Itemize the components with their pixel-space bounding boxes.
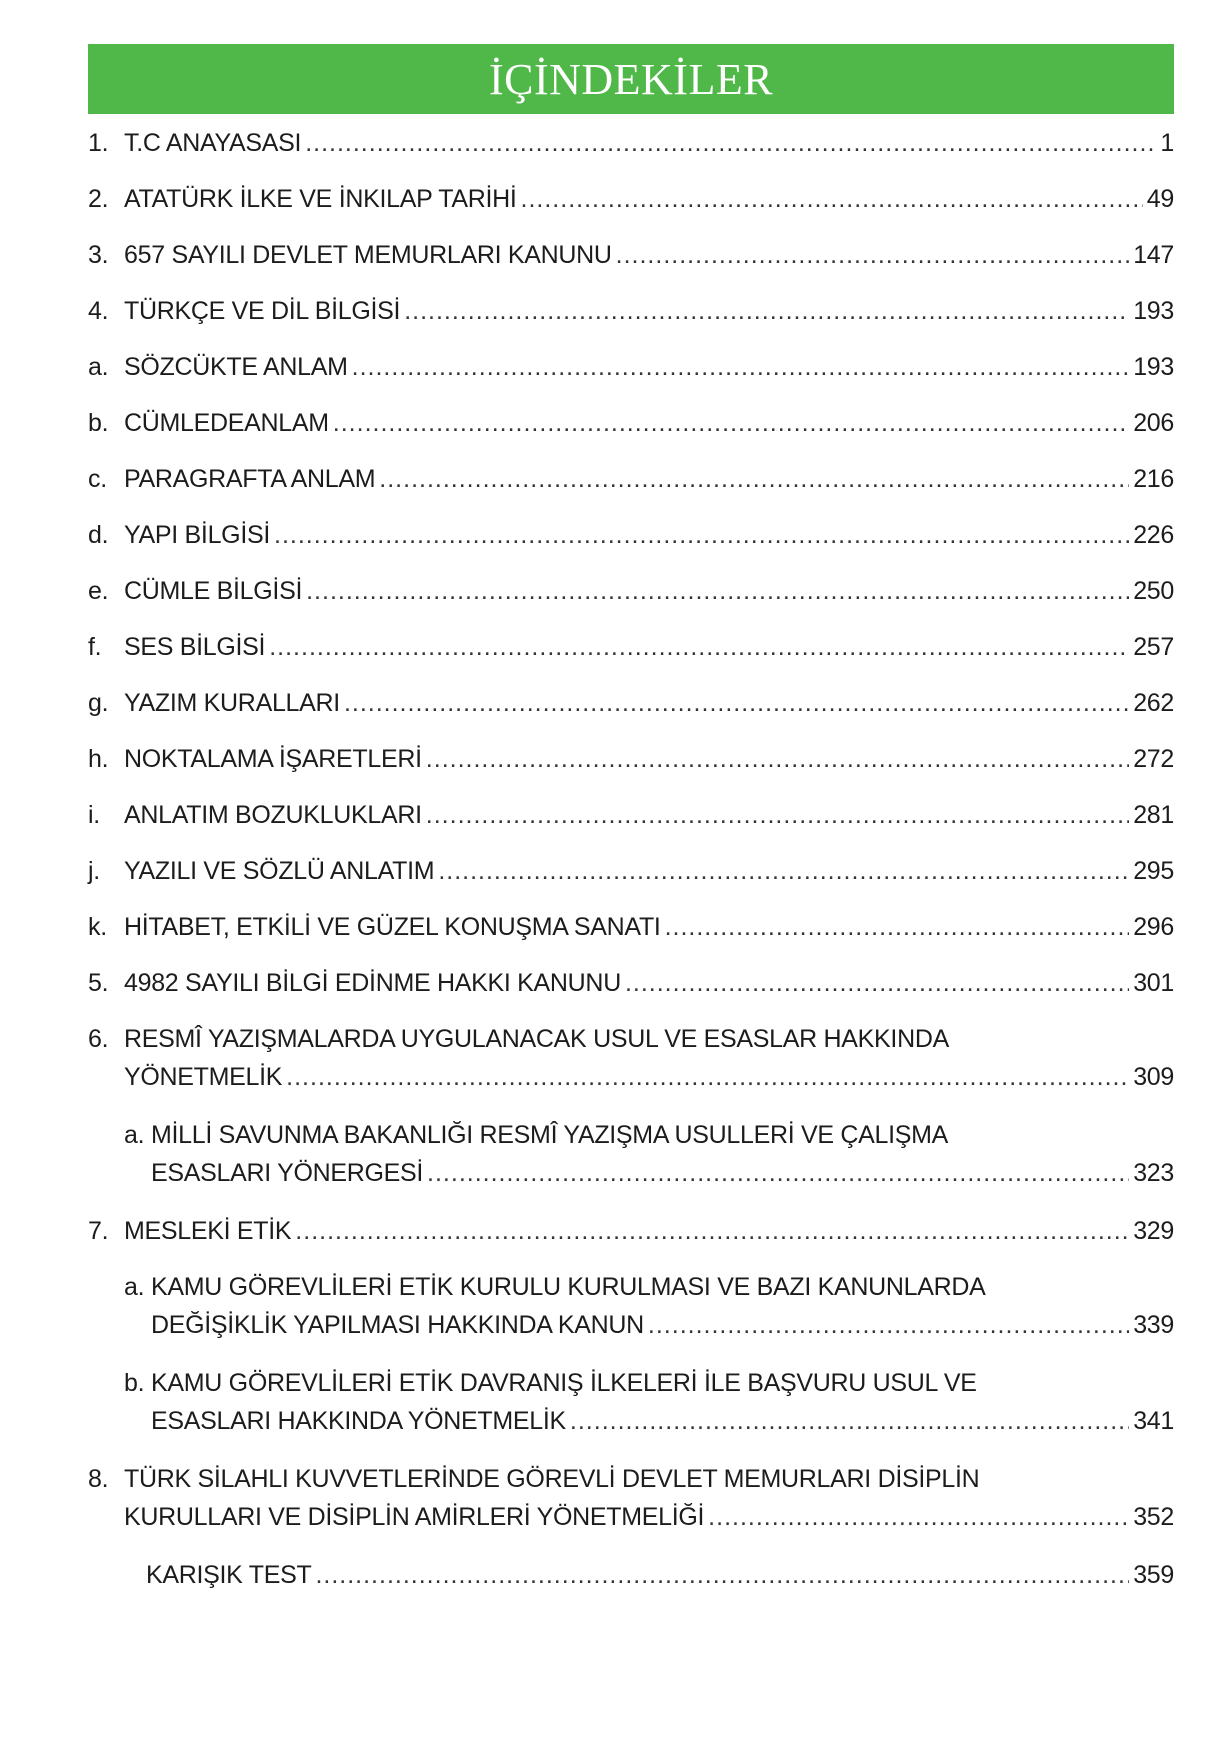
entry-page: 257 <box>1133 633 1174 661</box>
entry-title: CÜMLEDEANLAM <box>124 409 329 437</box>
dot-leader <box>344 684 1129 722</box>
entry-title: NOKTALAMA İŞARETLERİ <box>124 745 422 773</box>
toc-entry-2[interactable] <box>88 180 1174 236</box>
entry-page: 281 <box>1133 801 1174 829</box>
dot-leader <box>438 852 1129 890</box>
entry-title: T.C ANAYASASI <box>124 129 302 157</box>
entry-title: MESLEKİ ETİK <box>124 1217 292 1245</box>
dot-leader <box>379 460 1129 498</box>
entry-title: CÜMLE BİLGİSİ <box>124 577 303 605</box>
dot-leader <box>708 1498 1129 1536</box>
toc-entry-4h[interactable] <box>88 740 1174 796</box>
entry-page: 49 <box>1146 185 1174 213</box>
entry-page: 295 <box>1133 857 1174 885</box>
entry-number: c. <box>88 465 107 493</box>
entry-number: 1. <box>88 129 109 157</box>
dot-leader <box>352 348 1130 386</box>
entry-number: e. <box>88 577 109 605</box>
toc-entry-5[interactable] <box>88 964 1174 1020</box>
dot-leader <box>306 572 1129 610</box>
entry-title: 4982 SAYILI BİLGİ EDİNME HAKKI KANUNU <box>124 969 621 997</box>
toc-entry-4g[interactable] <box>88 684 1174 740</box>
entry-number: 3. <box>88 241 109 269</box>
entry-title: YAZILI VE SÖZLÜ ANLATIM <box>124 857 435 885</box>
entry-number: h. <box>88 745 109 773</box>
dot-leader <box>274 516 1129 554</box>
entry-page: 296 <box>1133 913 1174 941</box>
entry-page: 226 <box>1133 521 1174 549</box>
dot-leader <box>295 1212 1129 1250</box>
dot-leader <box>269 628 1129 666</box>
entry-page: 250 <box>1133 577 1174 605</box>
toc-entry-6[interactable] <box>88 1020 1174 1116</box>
entry-number: 5. <box>88 969 109 997</box>
dot-leader <box>305 124 1156 162</box>
entry-number: 7. <box>88 1217 109 1245</box>
dot-leader <box>625 964 1129 1002</box>
dot-leader <box>333 404 1129 442</box>
entry-number: a. <box>124 1121 145 1149</box>
entry-number: 2. <box>88 185 109 213</box>
entry-page: 309 <box>1133 1063 1174 1091</box>
dot-leader <box>286 1058 1129 1096</box>
entry-title: 657 SAYILI DEVLET MEMURLARI KANUNU <box>124 241 612 269</box>
entry-page: 359 <box>1133 1561 1174 1589</box>
toc-entry-3[interactable] <box>88 236 1174 292</box>
entry-title: ANLATIM BOZUKLUKLARI <box>124 801 422 829</box>
entry-page: 341 <box>1133 1407 1174 1435</box>
entry-number: 4. <box>88 297 109 325</box>
dot-leader <box>665 908 1130 946</box>
entry-title-line1: KAMU GÖREVLİLERİ ETİK DAVRANIŞ İLKELERİ İLE BAŞVURU USUL VE <box>151 1369 977 1397</box>
toc-entry-4a[interactable] <box>88 348 1174 404</box>
entry-page: 216 <box>1133 465 1174 493</box>
toc-entry-7[interactable] <box>88 1212 1174 1268</box>
entry-number: a. <box>88 353 109 381</box>
entry-number: d. <box>88 521 109 549</box>
toc-entry-4i[interactable] <box>88 796 1174 852</box>
dot-leader <box>426 796 1129 834</box>
dot-leader <box>521 180 1143 218</box>
entry-title: PARAGRAFTA ANLAM <box>124 465 376 493</box>
entry-page: 206 <box>1133 409 1174 437</box>
dot-leader <box>648 1306 1129 1344</box>
entry-number: j. <box>88 857 100 885</box>
entry-title-line2: YÖNETMELİK <box>124 1063 283 1091</box>
entry-number: a. <box>124 1273 145 1301</box>
entry-title-line1: KAMU GÖREVLİLERİ ETİK KURULU KURULMASI VE BAZI KANUNLARDA <box>151 1273 986 1301</box>
entry-title: ATATÜRK İLKE VE İNKILAP TARİHİ <box>124 185 517 213</box>
dot-leader <box>616 236 1130 274</box>
dot-leader <box>404 292 1129 330</box>
toc-entry-1[interactable] <box>88 124 1174 180</box>
entry-number: 8. <box>88 1465 109 1493</box>
entry-number: b. <box>124 1369 145 1397</box>
entry-number: g. <box>88 689 109 717</box>
entry-title-line1: RESMÎ YAZIŞMALARDA UYGULANACAK USUL VE ESASLAR HAKKINDA <box>124 1025 949 1053</box>
toc-entry-4j[interactable] <box>88 852 1174 908</box>
toc-entry-7b[interactable] <box>88 1364 1174 1460</box>
entry-page: 323 <box>1133 1159 1174 1187</box>
entry-title: TÜRKÇE VE DİL BİLGİSİ <box>124 297 401 325</box>
entry-number: b. <box>88 409 109 437</box>
entry-title: SÖZCÜKTE ANLAM <box>124 353 348 381</box>
page-title: İÇİNDEKİLER <box>488 54 774 104</box>
entry-title: YAZIM KURALLARI <box>124 689 340 717</box>
entry-number: 6. <box>88 1025 109 1053</box>
toc-entry-8[interactable] <box>88 1460 1174 1556</box>
entry-title: YAPI BİLGİSİ <box>124 521 270 549</box>
entry-page: 147 <box>1133 241 1174 269</box>
dot-leader <box>570 1402 1129 1440</box>
toc-entry-4d[interactable] <box>88 516 1174 572</box>
entry-page: 193 <box>1133 353 1174 381</box>
toc-entry-4f[interactable] <box>88 628 1174 684</box>
dot-leader <box>315 1556 1129 1594</box>
entry-page: 301 <box>1133 969 1174 997</box>
dot-leader <box>427 1154 1129 1192</box>
entry-title-line2: ESASLARI HAKKINDA YÖNETMELİK <box>151 1407 566 1435</box>
entry-number: k. <box>88 913 107 941</box>
toc-entry-6a[interactable] <box>88 1116 1174 1212</box>
entry-title-line1: TÜRK SİLAHLI KUVVETLERİNDE GÖREVLİ DEVLET MEMURLARI DİSİPLİN <box>124 1465 980 1493</box>
dot-leader <box>426 740 1129 778</box>
entry-page: 329 <box>1133 1217 1174 1245</box>
entry-title: KARIŞIK TEST <box>146 1561 312 1589</box>
toc-entry-mixed-test[interactable] <box>88 1556 1174 1612</box>
toc-entry-7a[interactable] <box>88 1268 1174 1364</box>
toc-header-bar <box>88 44 1174 114</box>
table-of-contents <box>88 124 1174 1612</box>
toc-entry-4b[interactable] <box>88 404 1174 460</box>
entry-page: 1 <box>1160 129 1174 157</box>
toc-entry-4e[interactable] <box>88 572 1174 628</box>
entry-page: 272 <box>1133 745 1174 773</box>
entry-page: 262 <box>1133 689 1174 717</box>
entry-title-line2: KURULLARI VE DİSİPLİN AMİRLERİ YÖNETMELİĞİ <box>124 1503 705 1531</box>
toc-entry-4[interactable] <box>88 292 1174 348</box>
entry-number: i. <box>88 801 100 829</box>
entry-number: f. <box>88 633 102 661</box>
entry-title: SES BİLGİSİ <box>124 633 266 661</box>
entry-title-line1: MİLLİ SAVUNMA BAKANLIĞI RESMÎ YAZIŞMA USULLERİ VE ÇALIŞMA <box>151 1121 949 1149</box>
toc-entry-4c[interactable] <box>88 460 1174 516</box>
entry-page: 193 <box>1133 297 1174 325</box>
entry-title-line2: ESASLARI YÖNERGESİ <box>151 1159 424 1187</box>
entry-page: 352 <box>1133 1503 1174 1531</box>
entry-page: 339 <box>1133 1311 1174 1339</box>
toc-entry-4k[interactable] <box>88 908 1174 964</box>
entry-title-line2: DEĞİŞİKLİK YAPILMASI HAKKINDA KANUN <box>151 1311 644 1339</box>
entry-title: HİTABET, ETKİLİ VE GÜZEL KONUŞMA SANATI <box>124 913 661 941</box>
